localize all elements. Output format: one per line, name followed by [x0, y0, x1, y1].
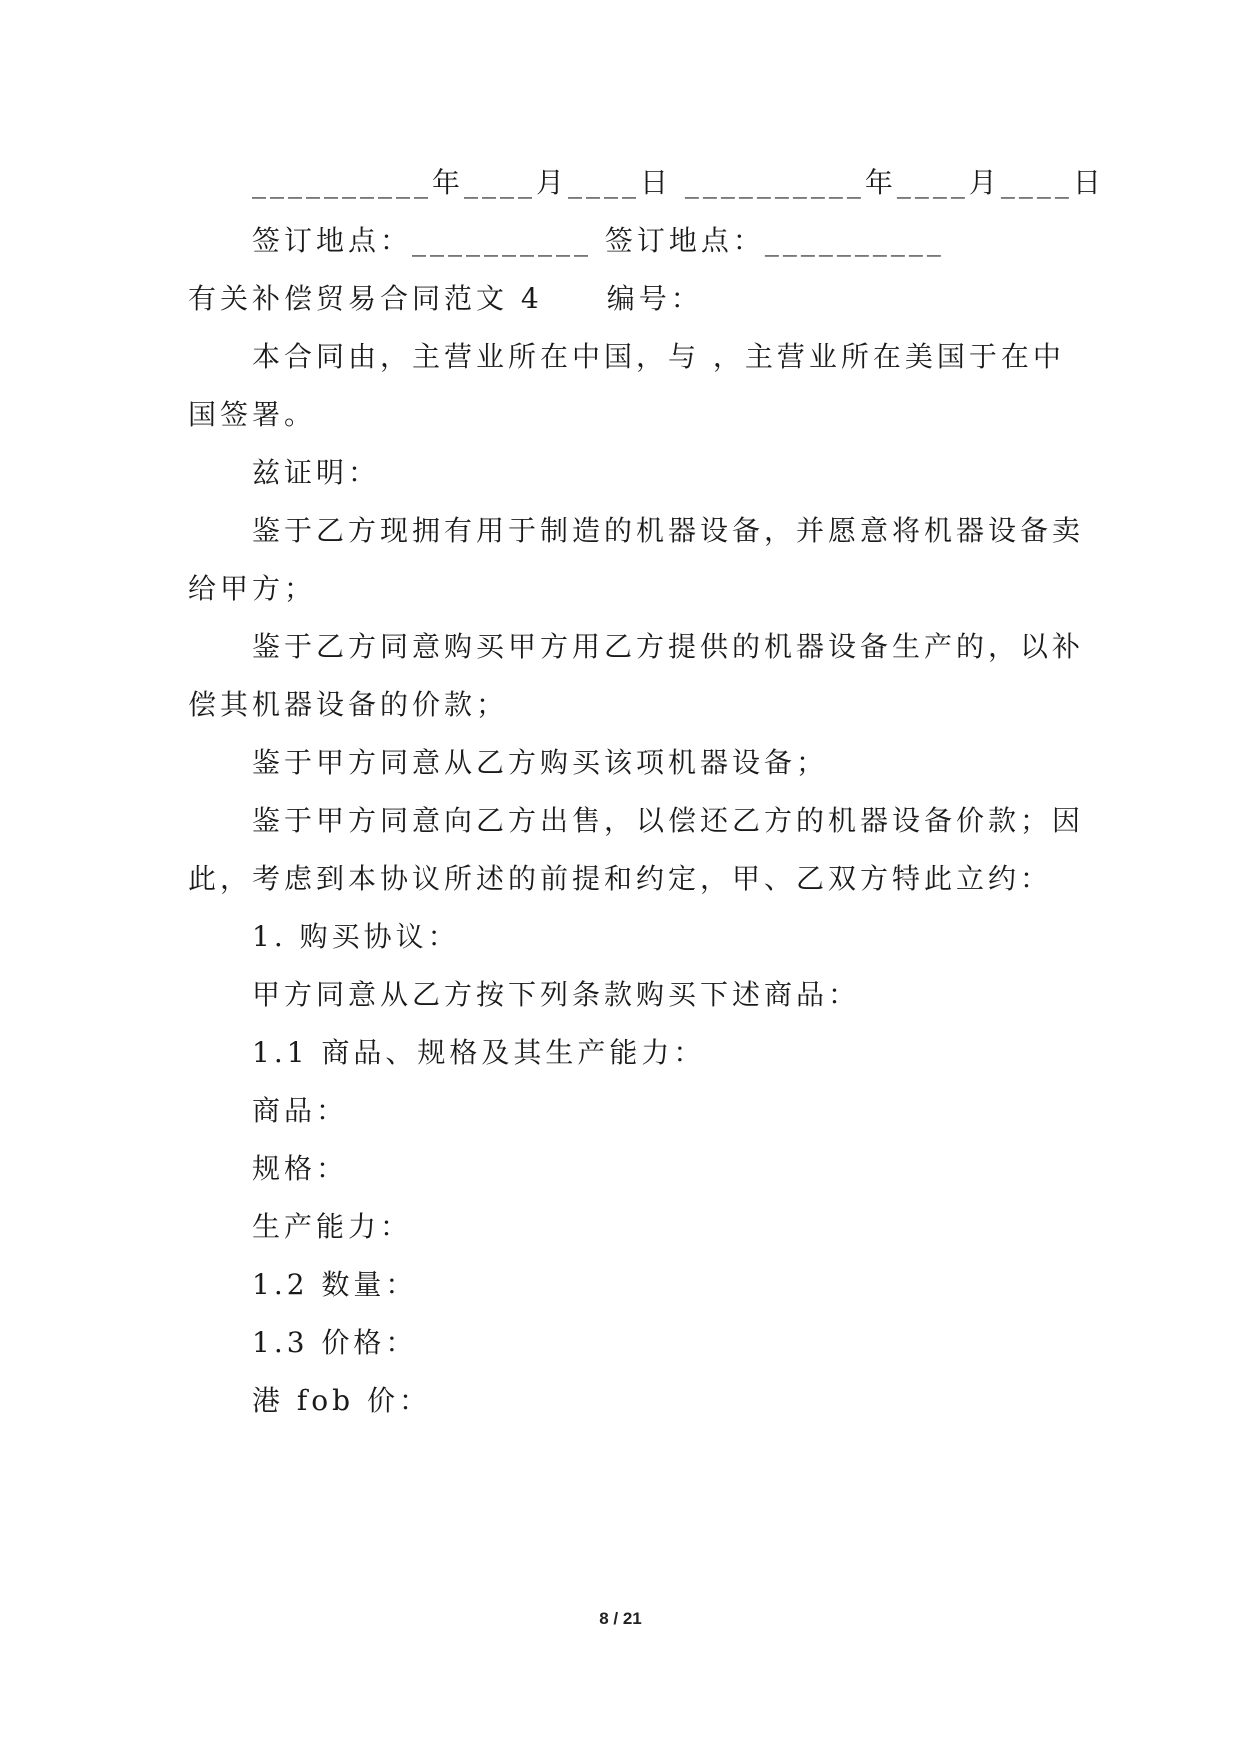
- paragraph-line: 鉴于乙方现拥有用于制造的机器设备，并愿意将机器设备卖: [252, 514, 1085, 547]
- paragraph-line: 此，考虑到本协议所述的前提和约定，甲、乙双方特此立约：: [188, 862, 1053, 895]
- paragraph-line: 给甲方；: [188, 572, 317, 605]
- field-label: 规格：: [252, 1152, 349, 1185]
- paragraph-line: 鉴于甲方同意从乙方购买该项机器设备；: [252, 746, 829, 779]
- paragraph-line: 国签署。: [188, 398, 317, 431]
- clause-heading: 1.3 价格：: [252, 1326, 418, 1359]
- section-heading: 有关补偿贸易合同范文 4 编号：: [188, 282, 703, 315]
- paragraph-line: 甲方同意从乙方按下列条款购买下述商品：: [252, 978, 861, 1011]
- paragraph-line: 鉴于乙方同意购买甲方用乙方提供的机器设备生产的，以补: [252, 630, 1085, 663]
- signing-place-line: 签订地点：__________ 签订地点：__________: [252, 224, 945, 257]
- clause-heading: 1. 购买协议：: [252, 920, 460, 953]
- paragraph-line: 本合同由，主营业所在中国，与 ，主营业所在美国于在中: [252, 340, 1065, 373]
- clause-heading: 1.2 数量：: [252, 1268, 418, 1301]
- paragraph-line: 鉴于甲方同意向乙方出售，以偿还乙方的机器设备价款；因: [252, 804, 1085, 837]
- paragraph-line: 偿其机器设备的价款；: [188, 688, 509, 721]
- clause-heading: 1.1 商品、规格及其生产能力：: [252, 1036, 706, 1069]
- field-label: 生产能力：: [252, 1210, 413, 1243]
- field-label: 港 fob 价：: [252, 1384, 431, 1417]
- signature-date-line: __________年____月____日 __________年____月____日: [252, 166, 1105, 199]
- page-number: 8 / 21: [599, 1609, 642, 1628]
- paragraph-line: 兹证明：: [252, 456, 381, 489]
- field-label: 商品：: [252, 1094, 349, 1127]
